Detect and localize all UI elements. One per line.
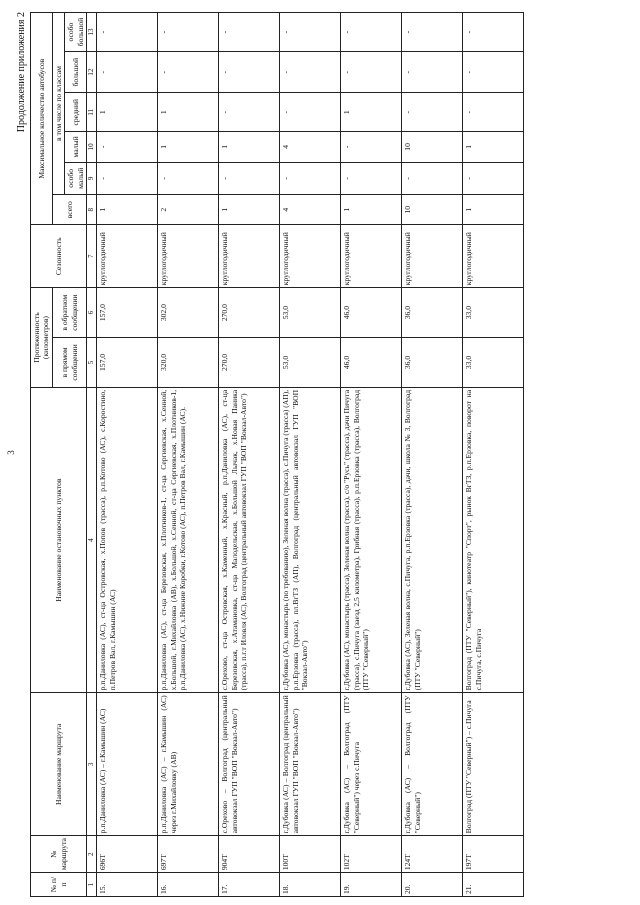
header-num: № п/п (31, 873, 87, 897)
header-max-buses: Максимальное количество автобусов (31, 13, 53, 225)
header-class-extra-large: особо большой (65, 13, 87, 52)
buses-total: 4 (280, 195, 341, 225)
header-by-class: в том числе по классам (52, 13, 64, 195)
header-class-small: малый (65, 132, 87, 162)
route-stops: с.Орехово, ст-ца Островская, х.Каменный, х.Красный, р.п.Даниловка (АС), ст-ца Березовская, х.Атамановка, ст-ца Малодельская, х.Большой Лычак, х.Новая Паника (трасса), п.г.т Иловля (АС), Волгоград (центральный автовокзал ГУП "ВОП "Вокзал-Авто") (219, 387, 280, 692)
route-name: Волгоград (ПТУ "Северный") – с.Пичуга (463, 693, 524, 836)
routes-table (30, 12, 524, 897)
buses-small: 1 (463, 132, 524, 162)
column-number: 3 (87, 693, 97, 836)
length-forward: 320,0 (158, 338, 219, 388)
table-row (280, 13, 341, 897)
column-number: 6 (87, 288, 97, 338)
route-name: р.п.Даниловка (АС) – г.Камышин (АС) (97, 693, 158, 836)
buses-extra-small: - (402, 162, 463, 194)
buses-small: 4 (280, 132, 341, 162)
buses-extra-large: - (280, 13, 341, 52)
length-forward: 270,0 (219, 338, 280, 388)
buses-large: - (280, 52, 341, 93)
buses-extra-large: - (97, 13, 158, 52)
buses-large: - (402, 52, 463, 93)
length-forward: 33,0 (463, 338, 524, 388)
table-row (341, 13, 402, 897)
route-stops: р.п.Даниловка (АС), ст-ца Березовская, х.Плотников-1, ст-ца Сергиевская, х.Сенной, х.Большой, г.Михайловка (АВ), х.Большой, х.Сенной, ст-ца Сергиевская, х.Плотников-1, р.п.Даниловка (АС), х.Нижние Коробки, г.Котово (АС), п.Петров Вал, г.Камышин (АС). (158, 387, 219, 692)
table-row (463, 13, 524, 897)
row-number: 20. (402, 873, 463, 897)
buses-extra-small: - (280, 162, 341, 194)
buses-total: 1 (341, 195, 402, 225)
route-stops: г.Дубовка (АС), Зеленая волна, с.Пичуга, р.п.Ерзовка (трасса), дачи, школа № 3, Волгоград (ПТУ "Северный") (402, 387, 463, 692)
table-row (158, 13, 219, 897)
length-forward: 157,0 (97, 338, 158, 388)
column-number: 2 (87, 836, 97, 873)
seasonality: круглогодичный (280, 225, 341, 288)
column-number: 8 (87, 195, 97, 225)
table-row (402, 13, 463, 897)
buses-extra-large: - (341, 13, 402, 52)
buses-extra-small: - (158, 162, 219, 194)
header-class-extra-small: особо малый (65, 162, 87, 194)
buses-extra-large: - (463, 13, 524, 52)
column-number: 10 (87, 132, 97, 162)
route-number: 124Т (402, 836, 463, 873)
buses-small: 1 (158, 132, 219, 162)
buses-extra-small: - (219, 162, 280, 194)
length-back: 36,0 (402, 288, 463, 338)
column-number: 13 (87, 13, 97, 52)
buses-medium: - (463, 93, 524, 132)
row-number: 17. (219, 873, 280, 897)
column-number: 5 (87, 338, 97, 388)
length-back: 46,0 (341, 288, 402, 338)
buses-medium: 1 (341, 93, 402, 132)
buses-total: 1 (463, 195, 524, 225)
buses-medium: 1 (97, 93, 158, 132)
column-number: 7 (87, 225, 97, 288)
buses-total: 1 (97, 195, 158, 225)
column-number: 4 (87, 387, 97, 692)
route-number: 696Т (97, 836, 158, 873)
column-number: 11 (87, 93, 97, 132)
buses-medium: 1 (158, 93, 219, 132)
appendix-caption: Продолжение приложения 2 (16, 12, 27, 133)
length-forward: 46,0 (341, 338, 402, 388)
route-number: 100Т (280, 836, 341, 873)
buses-total: 1 (219, 195, 280, 225)
route-name: р.п.Даниловка (АС) – г.Камышин (АС) через г.Михайловку (АВ) (158, 693, 219, 836)
route-stops: р.п.Даниловка (АС), ст-ца Островская, х.Попов (трасса), р.п.Котово (АС), с.Коростино, п.Петров Вал, г.Камышин (АС) (97, 387, 158, 692)
column-number-row (87, 13, 97, 897)
length-back: 302,0 (158, 288, 219, 338)
buses-extra-small: - (463, 162, 524, 194)
buses-extra-large: - (402, 13, 463, 52)
route-name: г.Дубовка (АС) – Волгоград (ПТУ "Северный") (402, 693, 463, 836)
length-back: 33,0 (463, 288, 524, 338)
row-number: 18. (280, 873, 341, 897)
header-length: Протяженность (километров) (31, 288, 53, 388)
buses-large: - (158, 52, 219, 93)
table-row (97, 13, 158, 897)
length-back: 270,0 (219, 288, 280, 338)
row-number: 15. (97, 873, 158, 897)
route-name: с.Орехово – Волгоград (центральный автовокзал ГУП "ВОП "Вокзал-Авто") (219, 693, 280, 836)
buses-extra-large: - (219, 13, 280, 52)
row-number: 21. (463, 873, 524, 897)
buses-total: 10 (402, 195, 463, 225)
header-length-back: в обратном сообщении (52, 288, 86, 338)
seasonality: круглогодичный (97, 225, 158, 288)
route-name: г.Дубовка (АС) – Волгоград (ПТУ "Северный") через с.Пичуга (341, 693, 402, 836)
route-number: 197Т (463, 836, 524, 873)
buses-large: - (97, 52, 158, 93)
column-number: 1 (87, 873, 97, 897)
buses-total: 2 (158, 195, 219, 225)
route-number: 904Т (219, 836, 280, 873)
route-name: г.Дубовка (АС) – Волгоград (центральный автовокзал ГУП "ВОП "Вокзал-Авто") (280, 693, 341, 836)
seasonality: круглогодичный (463, 225, 524, 288)
header-route-name: Наименование маршрута (31, 693, 87, 836)
row-number: 16. (158, 873, 219, 897)
route-number: 102Т (341, 836, 402, 873)
buses-large: - (341, 52, 402, 93)
buses-small: 10 (402, 132, 463, 162)
column-number: 12 (87, 52, 97, 93)
length-forward: 53,0 (280, 338, 341, 388)
length-back: 53,0 (280, 288, 341, 338)
route-stops: Волгоград (ПТУ "Северный"), кинотеатр "Спорт", рынок ВгТЗ, р.п.Ерзовка, поворот на с.Пичуга, с.Пичуга (463, 387, 524, 692)
header-stops: Наименование остановочных пунктов (31, 387, 87, 692)
buses-medium: - (280, 93, 341, 132)
seasonality: круглогодичный (219, 225, 280, 288)
header-class-medium: средний (65, 93, 87, 132)
buses-small: 1 (219, 132, 280, 162)
header-class-large: большой (65, 52, 87, 93)
buses-medium: - (219, 93, 280, 132)
length-forward: 36,0 (402, 338, 463, 388)
buses-large: - (219, 52, 280, 93)
length-back: 157,0 (97, 288, 158, 338)
buses-extra-large: - (158, 13, 219, 52)
header-season: Сезонность (31, 225, 87, 288)
header-total: всего (52, 195, 86, 225)
row-number: 19. (341, 873, 402, 897)
seasonality: круглогодичный (158, 225, 219, 288)
header-length-fwd: в прямом сообщении (52, 338, 86, 388)
column-number: 9 (87, 162, 97, 194)
seasonality: круглогодичный (402, 225, 463, 288)
buses-extra-small: - (341, 162, 402, 194)
buses-medium: - (402, 93, 463, 132)
page-number: 3 (6, 450, 16, 455)
route-stops: г.Дубовка (АС), монастырь (по требованию), Зеленая волна (трасса), с.Пичуга (трасса) (АП), р.п.Ерзовка (трасса), пл.ВгТЗ (АП), Волгоград (центральный автовокзал ГУП "ВОП "Вокзал-Авто") (280, 387, 341, 692)
route-number: 697Т (158, 836, 219, 873)
buses-extra-small: - (97, 162, 158, 194)
buses-large: - (463, 52, 524, 93)
header-route-num: № маршрута (31, 836, 87, 873)
table-row (219, 13, 280, 897)
route-stops: г.Дубовка (АС), монастырь (трасса), Зеленая волна (трасса), с/о "Русь" (трасса), дачи Пичуга (трасса), с.Пичуга (заезд 2,5 километра), Грибная (трасса), р.п.Ерзовка (трасса), Волгоград (ПТУ "Северный") (341, 387, 402, 692)
buses-small: - (341, 132, 402, 162)
seasonality: круглогодичный (341, 225, 402, 288)
buses-small: - (97, 132, 158, 162)
